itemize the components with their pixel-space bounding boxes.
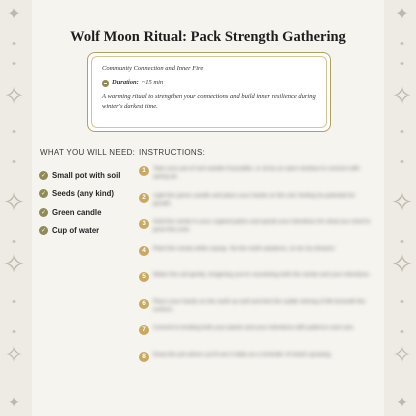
dot-icon [13, 300, 16, 303]
list-item [139, 323, 379, 350]
dot-icon [13, 62, 16, 65]
list-item [39, 185, 120, 204]
list-item [139, 217, 379, 244]
dot-icon [401, 240, 404, 243]
checkmark-icon: ✓ [40, 208, 47, 216]
need-label: Small pot with soil [52, 170, 121, 180]
ritual-summary-text [102, 64, 322, 112]
sparkle-icon: ✧ [3, 82, 25, 110]
sparkle-icon: ✦ [8, 395, 20, 411]
step-text: Commit to tending both your plants and your intentions with patience and care. [153, 325, 355, 331]
sparkle-icon: ✧ [391, 82, 413, 110]
card-subtitle: Community Connection and Inner Fire [102, 65, 204, 72]
step-number: 8 [139, 352, 149, 362]
sparkle-icon: ✧ [392, 343, 412, 368]
dot-icon [401, 330, 404, 333]
dot-icon [401, 130, 404, 133]
checkmark-icon: ✓ [40, 190, 47, 198]
needs-list [39, 166, 120, 240]
instructions-heading: INSTRUCTIONS: [139, 148, 206, 157]
step-number: 3 [139, 219, 149, 229]
dot-icon [13, 160, 16, 163]
clock-icon [102, 80, 109, 87]
instructions-list [139, 164, 379, 376]
duration-row [102, 78, 322, 88]
step-text: Place your hands on the earth as well and feel the subtle stirring of life beneath the surface. [153, 298, 366, 313]
need-label: Green candle [52, 207, 102, 217]
dot-icon [13, 130, 16, 133]
dot-icon [13, 330, 16, 333]
dot-icon [401, 62, 404, 65]
list-item [39, 203, 120, 222]
list-item [139, 164, 379, 191]
page-title: Wolf Moon Ritual: Pack Strength Gathering [70, 29, 346, 45]
sparkle-icon: ✧ [3, 250, 25, 280]
need-label: Cup of water [52, 226, 100, 236]
checkmark-icon: ✓ [40, 227, 47, 235]
duration-value: ~15 min [141, 79, 164, 86]
need-label: Seeds (any kind) [52, 189, 114, 199]
step-text: Light the green candle and place your hands on the soil, feeling its potential for growth. [153, 192, 356, 207]
card-description: A warming ritual to strengthen your connections and build inner resilience during winter's darkest time. [102, 93, 316, 110]
sparkle-icon: ✦ [7, 4, 21, 23]
step-number: 2 [139, 193, 149, 203]
list-item [139, 244, 379, 271]
sparkle-icon: ✦ [396, 395, 408, 411]
list-item [139, 270, 379, 297]
step-text: Hold the seeds in your cupped palms and speak your intentions for what you need to grow this year. [153, 219, 371, 233]
step-text: Water the soil gently, imagining you're nourishing both the seeds and your intentions. [153, 272, 371, 278]
step-number: 1 [139, 166, 149, 176]
dot-icon [13, 240, 16, 243]
list-item [139, 350, 379, 377]
sparkle-icon: ✦ [395, 4, 409, 23]
sparkle-icon: ✧ [391, 250, 413, 280]
sparkle-icon: ✧ [391, 188, 413, 218]
sparkle-icon: ✧ [3, 188, 25, 218]
dot-icon [401, 160, 404, 163]
step-text: Keep the pot where you'll see it daily as a reminder of what's growing. [153, 351, 332, 358]
dot-icon [401, 300, 404, 303]
step-number: 4 [139, 246, 149, 256]
list-item [139, 297, 379, 324]
step-text: Take your pot of soil outside if possible, or sit by an open window to connect with spring air. [153, 166, 360, 180]
step-text: Plant the seeds while saying: 'As the earth awakens, so do my dreams.' [153, 245, 337, 252]
list-item [139, 191, 379, 218]
step-number: 7 [139, 325, 149, 335]
step-number: 5 [139, 272, 149, 282]
duration-label: Duration: [112, 79, 139, 86]
sparkle-icon: ✧ [4, 343, 24, 368]
step-number: 6 [139, 299, 149, 309]
list-item [39, 222, 120, 241]
list-item [39, 166, 120, 185]
checkmark-icon: ✓ [40, 171, 47, 179]
needs-heading: WHAT YOU WILL NEED: [40, 148, 136, 157]
